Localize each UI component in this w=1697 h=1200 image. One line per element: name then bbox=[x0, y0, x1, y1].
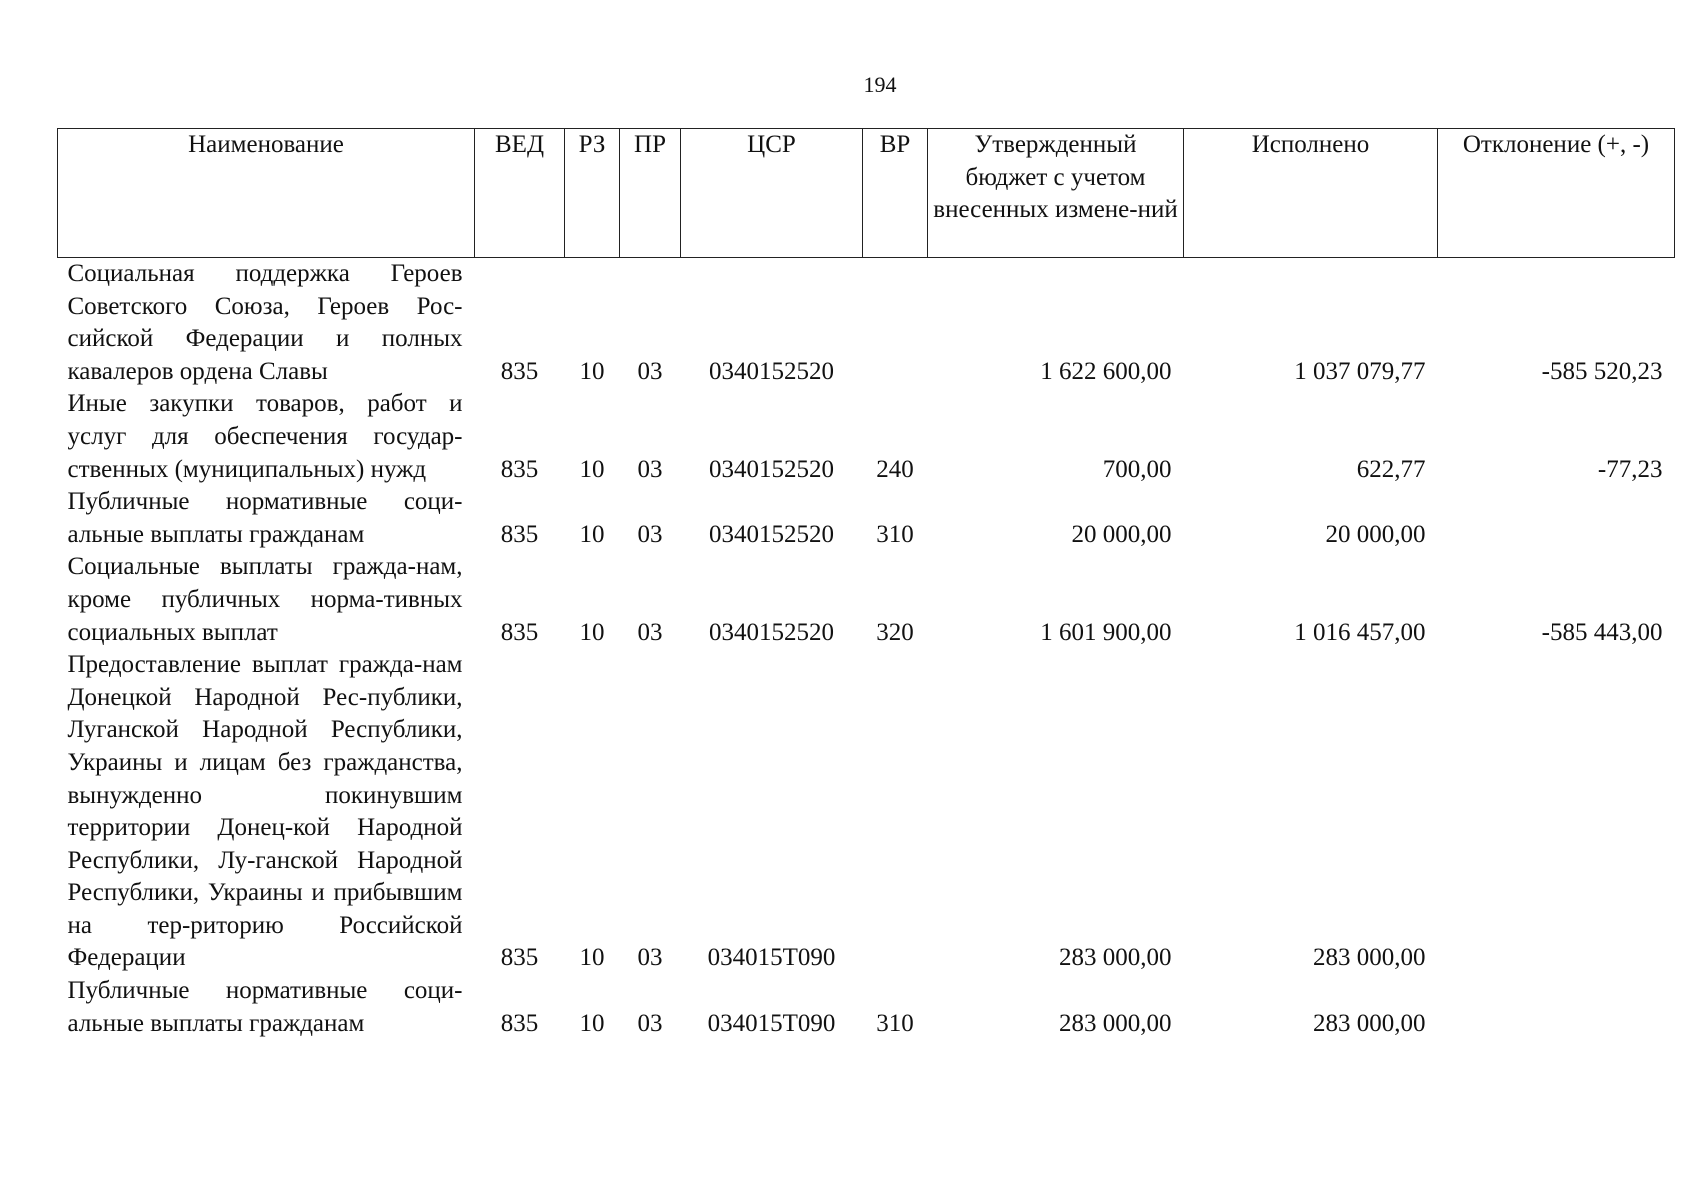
row-executed: 622,77 bbox=[1356, 455, 1426, 483]
row-pr: 03 bbox=[637, 944, 663, 972]
row-pr: 03 bbox=[637, 520, 663, 548]
row-approved: 700,00 bbox=[1102, 455, 1172, 483]
row-rz: 10 bbox=[579, 618, 605, 646]
header-csr: ЦСР bbox=[681, 129, 863, 258]
row-vr: 320 bbox=[876, 618, 914, 646]
row-ved: 835 bbox=[500, 357, 539, 385]
row-pr: 03 bbox=[637, 618, 663, 646]
row-csr: 034015Т090 bbox=[707, 944, 836, 972]
row-csr: 0340152520 bbox=[709, 520, 834, 548]
row-deviation: -77,23 bbox=[1597, 455, 1663, 483]
row-vr bbox=[863, 649, 928, 975]
row-csr: 034015Т090 bbox=[707, 1009, 836, 1037]
row-deviation: -585 520,23 bbox=[1541, 357, 1663, 385]
row-pr: 03 bbox=[637, 455, 663, 483]
row-name: Публичные нормативные соци-альные выплаты гражданам bbox=[67, 977, 463, 1037]
row-ved: 835 bbox=[500, 520, 539, 548]
header-rz: РЗ bbox=[565, 129, 620, 258]
row-csr: 0340152520 bbox=[709, 618, 834, 646]
row-deviation bbox=[1438, 975, 1675, 1040]
table-row bbox=[58, 551, 1675, 649]
header-deviation: Отклонение (+, -) bbox=[1438, 129, 1675, 258]
row-ved: 835 bbox=[500, 455, 539, 483]
row-executed: 283 000,00 bbox=[1313, 944, 1426, 972]
row-name: Социальные выплаты гражда-нам, кроме публичных норма-тивных социальных выплат bbox=[67, 553, 463, 646]
row-rz: 10 bbox=[579, 357, 605, 385]
row-rz: 10 bbox=[579, 455, 605, 483]
table-row bbox=[58, 649, 1675, 975]
row-name: Социальная поддержка Героев Советского Союза, Героев Рос-сийской Федерации и полных кавалеров ордена Славы bbox=[67, 260, 463, 385]
row-approved: 20 000,00 bbox=[1071, 520, 1172, 548]
row-csr: 0340152520 bbox=[709, 455, 834, 483]
table-row bbox=[58, 258, 1675, 389]
row-ved: 835 bbox=[500, 1009, 539, 1037]
header-executed: Исполнено bbox=[1184, 129, 1438, 258]
row-deviation bbox=[1438, 486, 1675, 551]
row-vr: 310 bbox=[876, 1009, 914, 1037]
row-approved: 1 622 600,00 bbox=[1040, 357, 1172, 385]
row-csr: 0340152520 bbox=[709, 357, 834, 385]
row-pr: 03 bbox=[637, 357, 663, 385]
row-deviation: -585 443,00 bbox=[1541, 618, 1663, 646]
row-name: Предоставление выплат гражда-нам Донецкой Народной Рес-публики, Луганской Народной Республики, Украины и лицам без гражданства, вынужденно покинувшим территории Донец-кой Народной Республики, Лу-ганской Народной Республики, Украины и прибывшим на тер-риторию Российской Федерации bbox=[67, 651, 463, 972]
row-ved: 835 bbox=[500, 618, 539, 646]
row-deviation bbox=[1438, 649, 1675, 975]
table-row bbox=[58, 486, 1675, 551]
page-number: 194 bbox=[863, 72, 897, 97]
row-vr: 240 bbox=[876, 455, 914, 483]
row-approved: 283 000,00 bbox=[1059, 944, 1172, 972]
header-name: Наименование bbox=[58, 129, 475, 258]
header-pr: ПР bbox=[620, 129, 681, 258]
row-executed: 1 037 079,77 bbox=[1294, 357, 1426, 385]
row-executed: 283 000,00 bbox=[1313, 1009, 1426, 1037]
row-executed: 20 000,00 bbox=[1325, 520, 1426, 548]
budget-table bbox=[57, 128, 1675, 1040]
row-rz: 10 bbox=[579, 1009, 605, 1037]
row-vr bbox=[863, 258, 928, 389]
table-row bbox=[58, 388, 1675, 486]
row-name: Публичные нормативные соци-альные выплаты гражданам bbox=[67, 488, 463, 548]
row-vr: 310 bbox=[876, 520, 914, 548]
table-row bbox=[58, 975, 1675, 1040]
row-executed: 1 016 457,00 bbox=[1294, 618, 1426, 646]
row-approved: 1 601 900,00 bbox=[1040, 618, 1172, 646]
row-pr: 03 bbox=[637, 1009, 663, 1037]
header-ved: ВЕД bbox=[475, 129, 565, 258]
row-rz: 10 bbox=[579, 520, 605, 548]
header-vr: ВР bbox=[863, 129, 928, 258]
table-header-row bbox=[58, 129, 1675, 258]
row-ved: 835 bbox=[500, 944, 539, 972]
row-name: Иные закупки товаров, работ и услуг для обеспечения государ-ственных (муниципальных) нужд bbox=[67, 390, 463, 483]
row-rz: 10 bbox=[579, 944, 605, 972]
row-approved: 283 000,00 bbox=[1059, 1009, 1172, 1037]
header-approved: Утвержденный бюджет с учетом внесенных измене-ний bbox=[928, 129, 1184, 258]
